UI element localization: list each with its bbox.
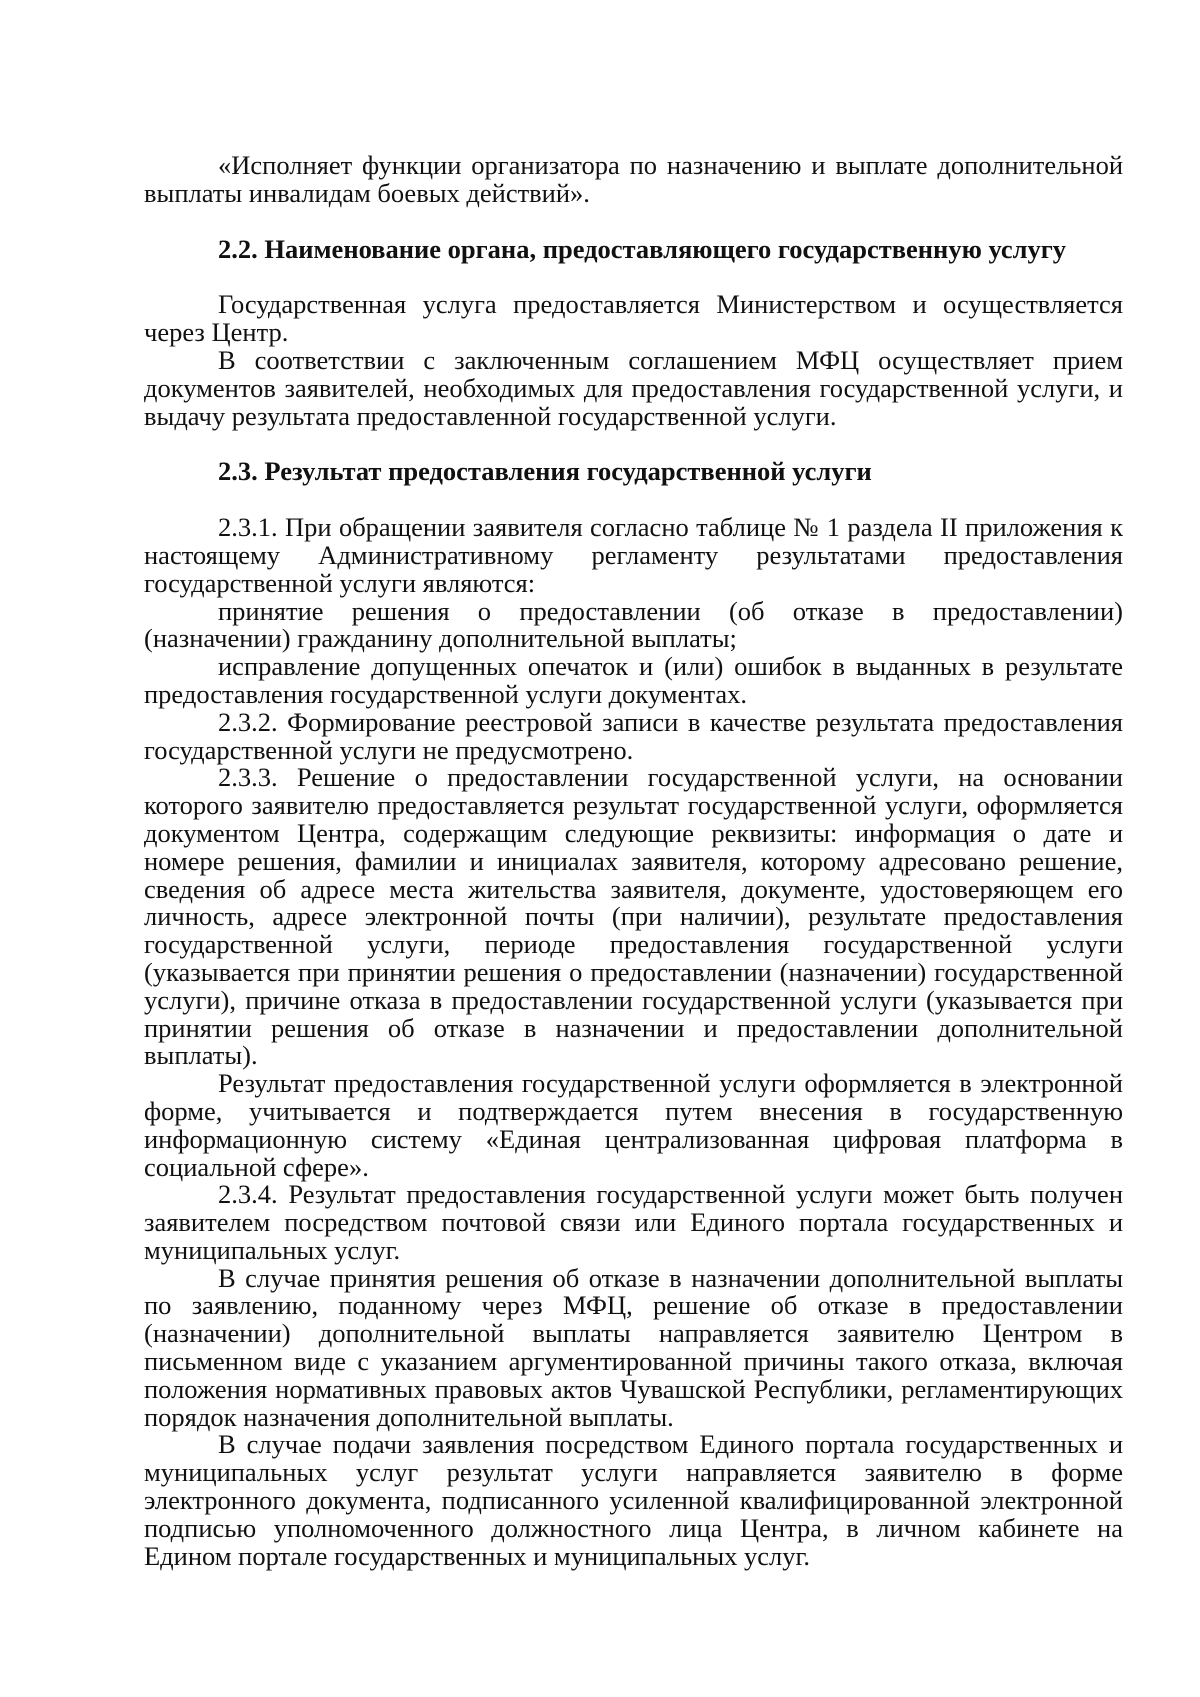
intro-paragraph: «Исполняет функции организатора по назначению и выплате дополнительной выплаты инвалидам боевых действий». — [144, 150, 1123, 208]
spacer — [144, 263, 1123, 291]
spacer — [144, 430, 1123, 458]
spacer — [144, 208, 1123, 236]
section-heading-2-3: 2.3. Результат предоставления государственной услуги — [218, 456, 872, 487]
spacer — [144, 486, 1123, 514]
paragraph-2-3-1: 2.3.1. При обращении заявителя согласно таблице № 1 раздела II приложения к настоящему Административному регламенту результатами предоставления государственной услуги являются: — [144, 512, 1123, 598]
paragraph-2-3-3-b: Результат предоставления государственной услуги оформляется в электронной форме, учитывается и подтверждается путем внесения в государственную информационную систему «Единая централизованная цифровая платформа в социальной сфере». — [144, 1068, 1123, 1182]
paragraph-2-3-3: 2.3.3. Решение о предоставлении государственной услуги, на основании которого заявителю предоставляется результат государственной услуги, оформляется документом Центра, содержащим следующие реквизиты: информация о дате и номере решения, фамилии и инициалах заявителя, которому адресовано решение, сведения об адресе места жительства заявителя, документе, удостоверяющем его личность, адресе электронной почты (при наличии), результате предоставления государственной услуги, периоде предоставления государственной услуги (указывается при принятии решения о предоставлении (назначении) государственной услуги), причине отказа в предоставлении государственной услуги (указывается при принятии решения об отказе в назначении и предоставлении дополнительной выплаты). — [144, 762, 1123, 1071]
paragraph-2-3-2: 2.3.2. Формирование реестровой записи в качестве результата предоставления государственной услуги не предусмотрено. — [144, 706, 1123, 765]
document-page — [144, 152, 1123, 1570]
paragraph-2-3-4-b: В случае принятия решения об отказе в назначении дополнительной выплаты по заявлению, поданному через МФЦ, решение об отказе в предоставлении (назначении) дополнительной выплаты направляется заявителю Центром в письменном виде с указанием аргументированной причины такого отказа, включая положения нормативных правовых актов Чувашской Республики, регламентирующих порядок назначения дополнительной выплаты. — [144, 1262, 1123, 1432]
paragraph-2-3-1-a: принятие решения о предоставлении (об отказе в предоставлении) (назначении) гражданину дополнительной выплаты; — [144, 595, 1123, 654]
paragraph-2-2-a: Государственная услуга предоставляется Министерством и осуществляется через Центр. — [144, 289, 1123, 348]
paragraph-2-3-4: 2.3.4. Результат предоставления государственной услуги может быть получен заявителем посредством почтовой связи или Единого портала государственных и муниципальных услуг. — [144, 1179, 1123, 1265]
paragraph-2-3-1-b: исправление допущенных опечаток и (или) ошибок в выданных в результате предоставления государственной услуги документах. — [144, 651, 1123, 709]
paragraph-2-3-4-c: В случае подачи заявления посредством Единого портала государственных и муниципальных услуг результат услуги направляется заявителю в форме электронного документа, подписанного усиленной квалифицированной электронной подписью уполномоченного должностного лица Центра, в личном кабинете на Едином портале государственных и муниципальных услуг. — [144, 1429, 1123, 1571]
paragraph-2-2-b: В соответствии с заключенным соглашением МФЦ осуществляет прием документов заявителей, необходимых для предоставления государственной услуги, и выдачу результата предоставленной государственной услуги. — [144, 344, 1123, 431]
section-heading-2-2: 2.2. Наименование органа, предоставляющего государственную услугу — [218, 233, 1067, 264]
